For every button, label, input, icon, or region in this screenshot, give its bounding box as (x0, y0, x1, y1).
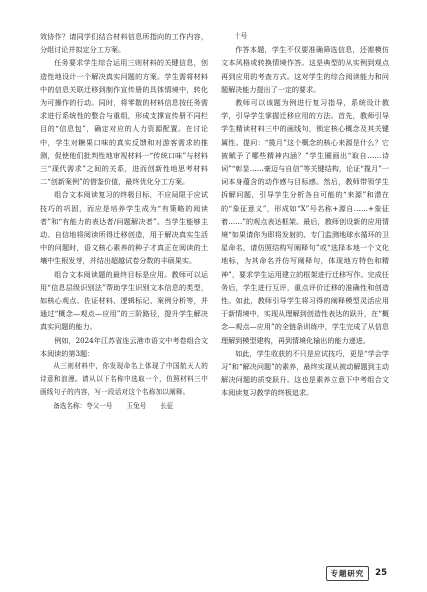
options-continuation: 十号 (234, 32, 248, 40)
option-name: 玉兔号 (126, 401, 147, 410)
question-excerpt: 从三则材料中，你发现命名上体现了中国航天人的诗意和浪漫。请从以下名称中选取一个，仿照材料三中画线句子的内容，写一段话对这个名称加以阐释。 (40, 362, 208, 397)
paragraph: 例如，2024年江苏省连云港市语文中考卷组合文本阅读的第3题： (40, 335, 208, 358)
paragraph: 任务要求学生综合运用三则材料的关键信息，创造性地设计一个解决真实问题的方案。学生需将材料中的信息关联迁移到制作宣传册的具体情境中，转化为可操作的行动。同时，将零散的材料信息按任务需求进行系统性的整合与重组，形成支撑宣传册不同栏目的“信息包”，确定对应的人力资源配置。在讨论中，学生对糖果口味的真实反馈和对游客需求的推测，促使他们批判性地审视材料一“传统口味”与材料三“现代需求”之间的关系，进而创新性地思考材料二“创新案例”的借鉴价值，最终优化分工方案。 (40, 58, 208, 187)
paragraph: 效协作？请同学们结合材料信息所指向的工作内容，分组讨论并拟定分工方案。 (40, 32, 208, 55)
section-label: 专题研究 (326, 566, 370, 581)
paragraph: 组合文本阅读复习的终极目标，不应局限于应试技巧的巩固，而应是培养学生成为“有策略的阅读者”和“有能力的表达者/问题解决者”。当学生能够主动、自信地将阅读所得迁移创造，用于解决真实生活中的问题时，语文核心素养的种子才真正在阅读的土壤中生根发芽，并结出超越试卷分数的丰硕果实。 (40, 190, 208, 266)
page-number: 25 (375, 568, 387, 578)
options-label: 备选名称： (53, 401, 87, 410)
option-name: 长征 (160, 401, 174, 410)
option-name: 夸父一号 (86, 401, 113, 410)
paragraph: 作答本题，学生不仅要准确筛选信息，还需模仿文本风格或转换情境作答。这是典型的从实例到观点再到应用的考查方式。这对学生的综合阅读能力和问题解决能力提出了一定的要求。 (221, 45, 389, 94)
paragraph: 组合文本阅读题的最终目标是应用。教师可以运用“信息层级识别法”帮助学生识别文本信息的类型，如核心观点、佐证材料、逻辑标记、案例分析等，并通过“概念—观点—应用”的三阶路径，提升学生解决真实问题的能力。 (40, 269, 208, 332)
page-footer (326, 566, 387, 580)
candidate-names (40, 400, 208, 413)
right-column (221, 30, 389, 400)
paragraph: 教师可以该题为例进行复习指导，系统设计教学，引导学生掌握迁移应用的方法。首先，教师引导学生精读材料三中的画线句，锁定核心概念及其关键属性。提问：“揽月”这个概念的核心来源是什么？它被赋予了哪些精神内涵？”学生圈画出“取自……诗词”“彰显……豪迈与自信”等关键结构，论证“揽月”一词本身蕴含的动作感与目标感。然后，教师带领学生拆解问题，引导学生分析各自可能的“来源”和潜在的“象征意义”，形成如“X”号名称+源自……+象征着……”的观点表达框架。最后，教师创设新的应用情境“如果请你为即将发射的、专门监测地球水循环的卫星命名，请仿照结构写阐释句”或“选择本地一个文化地标，为其命名并仿写阐释句，体现地方特色和精神”，要求学生运用建立的框架进行迁移写作。完成任务后，学生进行互评，重点评价迁移的准确性和创造性。如此，教师引导学生将习得的阐释模型灵活应用于新情境中，实现从理解到创造性表达的跃升，在“概念—观点—应用”的全链条训练中，学生完成了从信息理解到模型建构，再到情境化输出的能力递进。 (221, 98, 389, 345)
left-column (40, 30, 208, 413)
paragraph: 如此，学生收获的不只是应试技巧，更是“学会学习”和“解决问题”的素养，最终实现从被动解题到主动解决问题的质变跃升。这也是素养立意下中考组合文本阅读复习教学的终极追求。 (221, 348, 389, 398)
